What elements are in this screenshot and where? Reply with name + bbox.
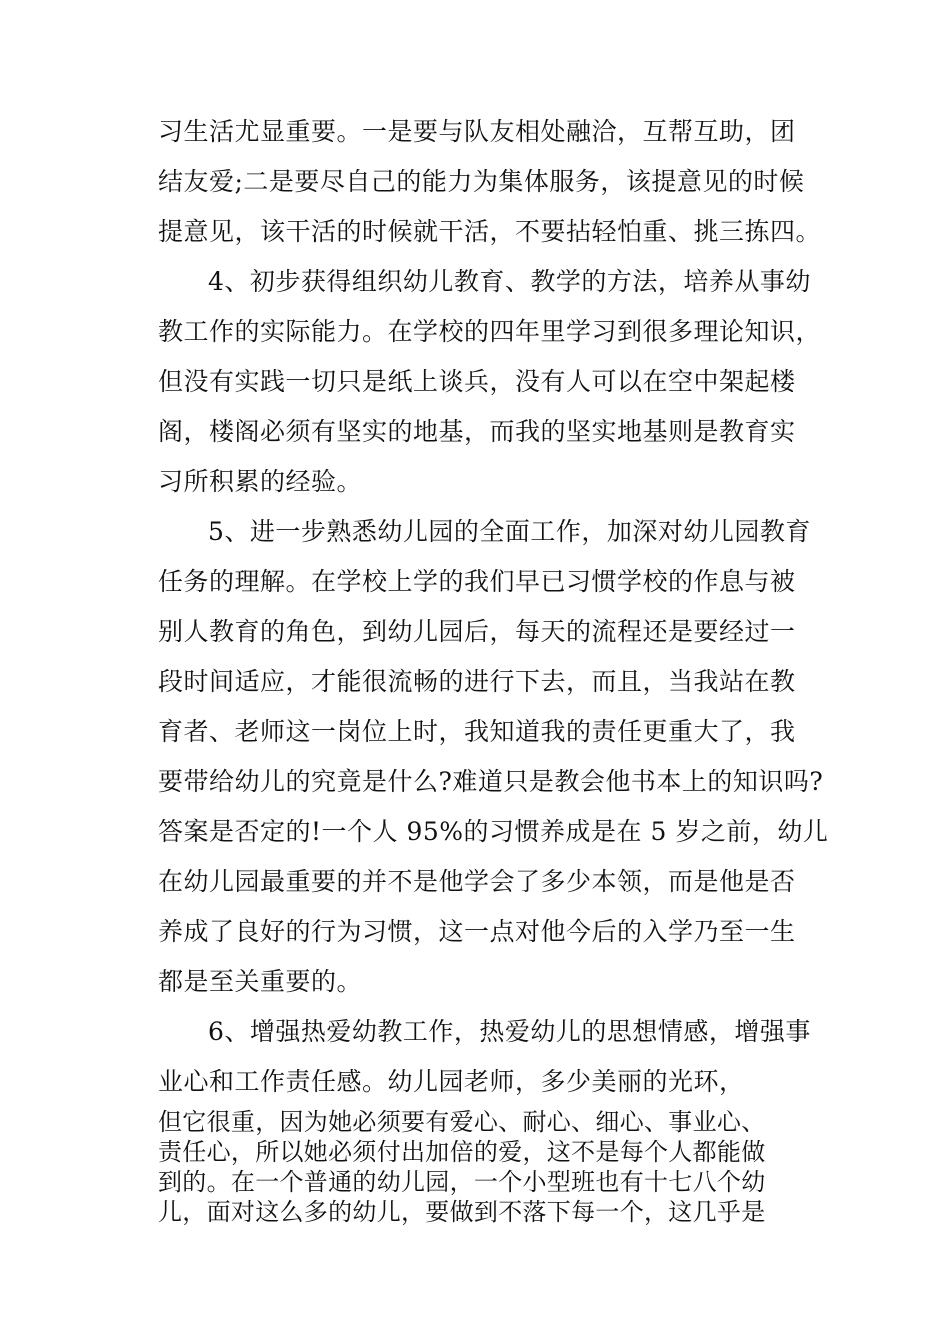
text-line: 教工作的实际能力。在学校的四年里学习到很多理论知识， xyxy=(158,317,822,346)
text-line: 习所积累的经验。 xyxy=(158,467,363,496)
text-line: 育者、老师这一岗位上时，我知道我的责任更重大了，我 xyxy=(158,717,796,746)
text-line: 阁，楼阁必须有坚实的地基，而我的坚实地基则是教育实 xyxy=(158,417,796,446)
text-line: 习生活尤显重要。一是要与队友相处融洽，互帮互助，团 xyxy=(158,117,796,146)
text-line: 别人教育的角色，到幼儿园后，每天的流程还是要经过一 xyxy=(158,617,796,646)
text-line: 结友爱;二是要尽自己的能力为集体服务，该提意见的时候 xyxy=(158,167,805,196)
paragraph-4-start: 4、初步获得组织幼儿教育、教学的方法，培养从事幼 xyxy=(208,267,811,296)
text-line: 儿，面对这么多的幼儿，要做到不落下每一个，这几乎是 xyxy=(158,1198,766,1226)
paragraph-5-start: 5、进一步熟悉幼儿园的全面工作，加深对幼儿园教育 xyxy=(208,517,811,546)
text-line: 任务的理解。在学校上学的我们早已习惯学校的作息与被 xyxy=(158,567,796,596)
text-line: 责任心，所以她必须付出加倍的爱，这不是每个人都能做 xyxy=(158,1138,766,1166)
text-line: 都是至关重要的。 xyxy=(158,967,363,996)
text-line: 养成了良好的行为习惯，这一点对他今后的入学乃至一生 xyxy=(158,917,796,946)
text-line: 到的。在一个普通的幼儿园，一个小型班也有十七八个幼 xyxy=(158,1168,766,1196)
text-line: 要带给幼儿的究竟是什么?难道只是教会他书本上的知识吗? xyxy=(158,767,824,796)
text-line: 段时间适应，才能很流畅的进行下去，而且，当我站在教 xyxy=(158,667,796,696)
text-line: 业心和工作责任感。幼儿园老师，多少美丽的光环， xyxy=(158,1067,745,1096)
paragraph-6-start: 6、增强热爱幼教工作，热爱幼儿的思想情感，增强事 xyxy=(208,1017,811,1046)
text-line: 答案是否定的!一个人 95%的习惯养成是在 5 岁之前，幼儿 xyxy=(158,817,829,846)
text-line: 在幼儿园最重要的并不是他学会了多少本领，而是他是否 xyxy=(158,867,796,896)
text-line: 提意见，该干活的时候就干活，不要拈轻怕重、挑三拣四。 xyxy=(158,217,822,246)
text-line: 但它很重，因为她必须要有爱心、耐心、细心、事业心、 xyxy=(158,1108,766,1136)
text-line: 但没有实践一切只是纸上谈兵，没有人可以在空中架起楼 xyxy=(158,367,796,396)
